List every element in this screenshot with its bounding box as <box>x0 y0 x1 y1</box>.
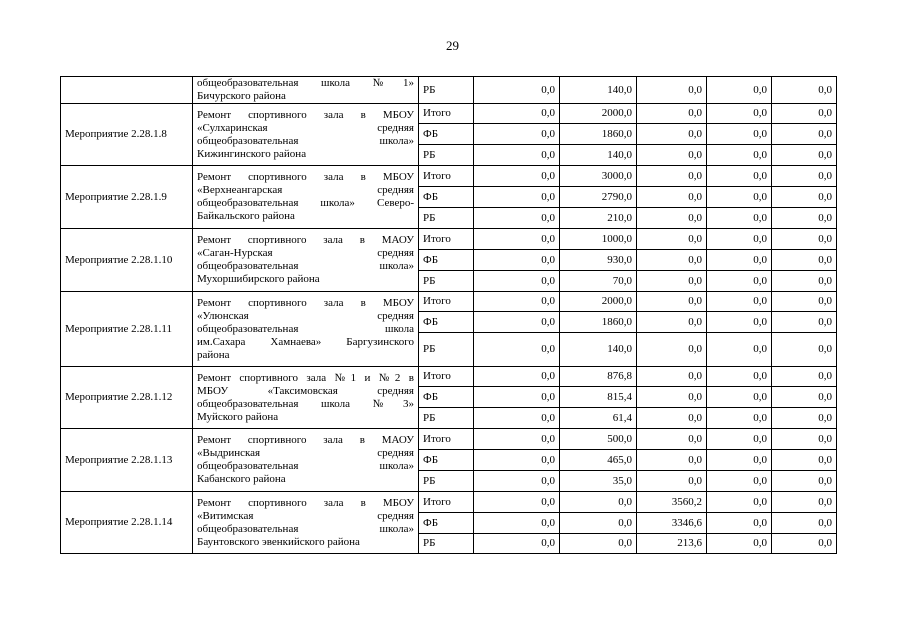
amount-cell: 0,0 <box>560 492 637 513</box>
amount-cell: 70,0 <box>560 271 637 292</box>
amount-cell: 0,0 <box>560 534 637 554</box>
amount-cell: 61,4 <box>560 408 637 429</box>
description-line: МБОУ «Таксимовская средняя <box>197 384 414 397</box>
description-line: Ремонт спортивного зала в МАОУ <box>197 234 414 246</box>
amount-cell: 0,0 <box>707 367 772 387</box>
amount-cell: 0,0 <box>637 312 707 333</box>
funding-source: ФБ <box>419 312 474 333</box>
description-line: «Улюнская средняя <box>197 309 414 322</box>
amount-cell: 140,0 <box>560 333 637 367</box>
description-line: Байкальского района <box>197 210 295 222</box>
amount-cell: 0,0 <box>707 77 772 104</box>
amount-cell: 0,0 <box>474 271 560 292</box>
funding-source: Итого <box>419 104 474 124</box>
amount-cell: 876,8 <box>560 367 637 387</box>
amount-cell: 0,0 <box>637 229 707 250</box>
amount-cell: 0,0 <box>707 104 772 124</box>
amount-cell: 1000,0 <box>560 229 637 250</box>
amount-cell: 0,0 <box>772 124 837 145</box>
amount-cell: 0,0 <box>707 166 772 187</box>
funding-source: РБ <box>419 333 474 367</box>
amount-cell: 3560,2 <box>637 492 707 513</box>
measure-id <box>61 77 193 104</box>
amount-cell: 0,0 <box>772 77 837 104</box>
amount-cell: 0,0 <box>772 450 837 471</box>
amount-cell: 0,0 <box>474 124 560 145</box>
amount-cell: 0,0 <box>707 124 772 145</box>
amount-cell: 0,0 <box>474 187 560 208</box>
amount-cell: 0,0 <box>637 408 707 429</box>
description-line: общеобразовательная школа» <box>197 260 414 272</box>
amount-cell: 140,0 <box>560 145 637 166</box>
amount-cell: 2000,0 <box>560 292 637 312</box>
description-line: Ремонт спортивного зала в МБОУ <box>197 108 414 121</box>
amount-cell: 0,0 <box>474 312 560 333</box>
amount-cell: 0,0 <box>707 534 772 554</box>
description-line: Ремонт спортивного зала в МБОУ <box>197 296 414 309</box>
amount-cell: 815,4 <box>560 387 637 408</box>
amount-cell: 465,0 <box>560 450 637 471</box>
description-line: общеобразовательная школа №3» <box>197 397 414 410</box>
measure-description <box>193 429 419 492</box>
amount-cell: 1860,0 <box>560 312 637 333</box>
table-row <box>61 229 837 250</box>
amount-cell: 213,6 <box>637 534 707 554</box>
funding-source: ФБ <box>419 513 474 534</box>
table-row <box>61 492 837 513</box>
amount-cell: 0,0 <box>637 187 707 208</box>
funding-source: РБ <box>419 471 474 492</box>
table-body <box>61 77 837 554</box>
description-line: общеобразовательная школа №1» <box>197 77 414 89</box>
measure-description <box>193 104 419 166</box>
funding-source: Итого <box>419 292 474 312</box>
funding-source: РБ <box>419 271 474 292</box>
table-row <box>61 292 837 312</box>
measure-id: Мероприятие 2.28.1.11 <box>61 292 193 367</box>
amount-cell: 0,0 <box>707 250 772 271</box>
measure-description <box>193 292 419 367</box>
funding-source: ФБ <box>419 250 474 271</box>
description-line: «Выдринская средняя <box>197 447 414 459</box>
amount-cell: 0,0 <box>772 312 837 333</box>
amount-cell: 0,0 <box>637 166 707 187</box>
description-line: Кижингинского района <box>197 147 307 160</box>
amount-cell: 0,0 <box>707 513 772 534</box>
amount-cell: 0,0 <box>474 333 560 367</box>
funding-source: РБ <box>419 145 474 166</box>
amount-cell: 0,0 <box>637 333 707 367</box>
page-number: 29 <box>446 38 459 53</box>
description-line: Муйского района <box>197 410 279 423</box>
description-line: Мухоршибирского района <box>197 273 320 285</box>
measure-description <box>193 229 419 292</box>
amount-cell: 0,0 <box>707 292 772 312</box>
description-line: «Сулхаринская средняя <box>197 121 414 134</box>
description-line: Баунтовского эвенкийского района <box>197 535 360 548</box>
description-line: Ремонт спортивного зала №1 и №2 в <box>197 371 414 384</box>
funding-source: Итого <box>419 229 474 250</box>
amount-cell: 0,0 <box>772 250 837 271</box>
amount-cell: 0,0 <box>707 312 772 333</box>
measure-id: Мероприятие 2.28.1.13 <box>61 429 193 492</box>
amount-cell: 0,0 <box>707 187 772 208</box>
amount-cell: 2790,0 <box>560 187 637 208</box>
amount-cell: 0,0 <box>707 429 772 450</box>
amount-cell: 0,0 <box>772 187 837 208</box>
funding-source: РБ <box>419 534 474 554</box>
table-row <box>61 104 837 124</box>
amount-cell: 0,0 <box>707 208 772 229</box>
amount-cell: 0,0 <box>474 250 560 271</box>
amount-cell: 0,0 <box>474 104 560 124</box>
measure-id: Мероприятие 2.28.1.8 <box>61 104 193 166</box>
funding-source: РБ <box>419 77 474 104</box>
amount-cell: 0,0 <box>637 387 707 408</box>
table-row <box>61 166 837 187</box>
funding-source: РБ <box>419 408 474 429</box>
amount-cell: 0,0 <box>772 271 837 292</box>
amount-cell: 500,0 <box>560 429 637 450</box>
amount-cell: 0,0 <box>474 208 560 229</box>
amount-cell: 3000,0 <box>560 166 637 187</box>
amount-cell: 0,0 <box>474 367 560 387</box>
amount-cell: 0,0 <box>772 166 837 187</box>
description-line: общеобразовательная школа» <box>197 134 414 147</box>
amount-cell: 0,0 <box>707 229 772 250</box>
amount-cell: 35,0 <box>560 471 637 492</box>
amount-cell: 0,0 <box>474 292 560 312</box>
funding-source: Итого <box>419 429 474 450</box>
funding-source: Итого <box>419 166 474 187</box>
amount-cell: 0,0 <box>637 429 707 450</box>
amount-cell: 0,0 <box>707 408 772 429</box>
table-row <box>61 77 837 104</box>
description-line: Ремонт спортивного зала в МБОУ <box>197 496 414 509</box>
measure-id: Мероприятие 2.28.1.14 <box>61 492 193 554</box>
amount-cell: 0,0 <box>772 208 837 229</box>
amount-cell: 0,0 <box>772 333 837 367</box>
amount-cell: 0,0 <box>637 208 707 229</box>
amount-cell: 0,0 <box>637 271 707 292</box>
amount-cell: 0,0 <box>772 229 837 250</box>
amount-cell: 0,0 <box>772 387 837 408</box>
amount-cell: 0,0 <box>637 292 707 312</box>
amount-cell: 0,0 <box>560 513 637 534</box>
amount-cell: 930,0 <box>560 250 637 271</box>
amount-cell: 3346,6 <box>637 513 707 534</box>
measure-id: Мероприятие 2.28.1.12 <box>61 367 193 429</box>
amount-cell: 0,0 <box>637 450 707 471</box>
measure-id: Мероприятие 2.28.1.9 <box>61 166 193 229</box>
amount-cell: 0,0 <box>772 513 837 534</box>
amount-cell: 0,0 <box>707 145 772 166</box>
amount-cell: 0,0 <box>637 471 707 492</box>
measure-description <box>193 77 419 104</box>
description-line: «Саган-Нурская средняя <box>197 247 414 259</box>
amount-cell: 0,0 <box>772 408 837 429</box>
amount-cell: 0,0 <box>707 333 772 367</box>
description-line: Кабанского района <box>197 473 286 485</box>
table-row <box>61 429 837 450</box>
amount-cell: 0,0 <box>474 471 560 492</box>
amount-cell: 0,0 <box>637 77 707 104</box>
description-line: Ремонт спортивного зала в МАОУ <box>197 434 414 446</box>
funding-source: ФБ <box>419 187 474 208</box>
description-line: общеобразовательная школа» <box>197 522 414 535</box>
funding-source: Итого <box>419 492 474 513</box>
amount-cell: 0,0 <box>474 450 560 471</box>
funding-source: Итого <box>419 367 474 387</box>
amount-cell: 0,0 <box>474 145 560 166</box>
amount-cell: 140,0 <box>560 77 637 104</box>
table-row <box>61 367 837 387</box>
amount-cell: 0,0 <box>637 124 707 145</box>
measure-id: Мероприятие 2.28.1.10 <box>61 229 193 292</box>
description-line: общеобразовательная школа» <box>197 460 414 472</box>
amount-cell: 0,0 <box>772 429 837 450</box>
funding-source: РБ <box>419 208 474 229</box>
measure-description <box>193 166 419 229</box>
description-line: общеобразовательная школа» Северо- <box>197 197 414 209</box>
amount-cell: 0,0 <box>707 492 772 513</box>
description-line: общеобразовательная школа <box>197 322 414 335</box>
funding-source: ФБ <box>419 450 474 471</box>
amount-cell: 0,0 <box>772 492 837 513</box>
amount-cell: 0,0 <box>772 367 837 387</box>
amount-cell: 1860,0 <box>560 124 637 145</box>
amount-cell: 0,0 <box>474 77 560 104</box>
amount-cell: 0,0 <box>637 145 707 166</box>
amount-cell: 0,0 <box>772 534 837 554</box>
measure-description <box>193 492 419 554</box>
amount-cell: 0,0 <box>637 104 707 124</box>
description-line: им.Сахара Хамнаева» Баргузинского <box>197 335 414 348</box>
amount-cell: 0,0 <box>707 450 772 471</box>
description-line: Бичурского района <box>197 90 286 102</box>
description-line: района <box>197 348 230 361</box>
amount-cell: 0,0 <box>474 166 560 187</box>
amount-cell: 210,0 <box>560 208 637 229</box>
amount-cell: 0,0 <box>637 250 707 271</box>
description-line: Ремонт спортивного зала в МБОУ <box>197 171 414 183</box>
funding-source: ФБ <box>419 387 474 408</box>
amount-cell: 0,0 <box>772 145 837 166</box>
amount-cell: 0,0 <box>474 534 560 554</box>
amount-cell: 0,0 <box>474 513 560 534</box>
amount-cell: 2000,0 <box>560 104 637 124</box>
amount-cell: 0,0 <box>474 387 560 408</box>
amount-cell: 0,0 <box>637 367 707 387</box>
amount-cell: 0,0 <box>772 471 837 492</box>
amount-cell: 0,0 <box>772 104 837 124</box>
amount-cell: 0,0 <box>474 429 560 450</box>
amount-cell: 0,0 <box>474 408 560 429</box>
measure-description <box>193 367 419 429</box>
funding-table <box>60 76 837 554</box>
amount-cell: 0,0 <box>707 387 772 408</box>
amount-cell: 0,0 <box>707 271 772 292</box>
amount-cell: 0,0 <box>474 492 560 513</box>
amount-cell: 0,0 <box>474 229 560 250</box>
description-line: «Витимская средняя <box>197 509 414 522</box>
amount-cell: 0,0 <box>772 292 837 312</box>
amount-cell: 0,0 <box>707 471 772 492</box>
funding-source: ФБ <box>419 124 474 145</box>
description-line: «Верхнеангарская средняя <box>197 184 414 196</box>
